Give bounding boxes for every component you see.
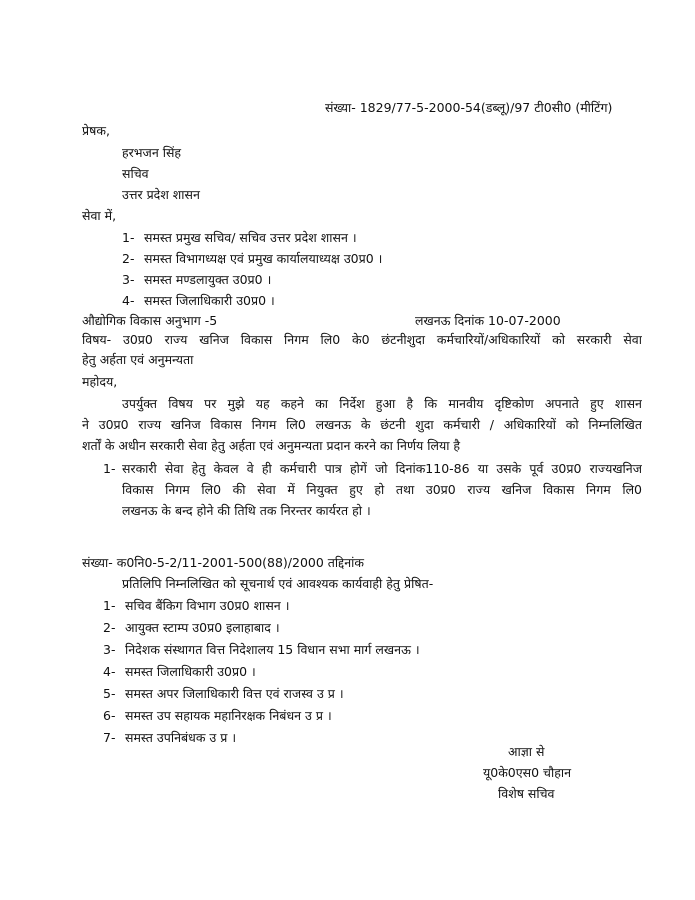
body-line: उपर्युक्त विषय पर मुझे यह कहने का निर्देश हुआ है कि मानवीय दृष्टिकोण अपनाते हुए शासन xyxy=(122,396,642,411)
copy-number: 4- xyxy=(103,664,116,679)
salutation: महोदय, xyxy=(82,374,118,389)
copy-number: 2- xyxy=(103,620,116,635)
copy-reference: संख्या- क0नि0-5-2/11-2001-500(88)/2000 तद्दिनांक xyxy=(82,555,364,570)
condition-line: सरकारी सेवा हेतु केवल वे ही कर्मचारी पात्र होगें जो दिनांक110-86 या उसके पूर्व उ0प्र0 राज्यखनिज xyxy=(122,461,642,476)
copy-intro: प्रतिलिपि निम्नलिखित को सूचनार्थ एवं आवश्यक कार्यवाही हेतु प्रेषित- xyxy=(122,576,434,591)
copy-list-item xyxy=(103,620,280,636)
copy-list-item xyxy=(103,708,332,724)
recipient-item xyxy=(122,293,275,309)
recipient-number: 3- xyxy=(122,272,135,287)
copy-number: 7- xyxy=(103,730,116,745)
recipient-text: समस्त मण्डलायुक्त उ0प्र0 । xyxy=(144,272,272,287)
subject-line: हेतु अर्हता एवं अनुमन्यता xyxy=(82,352,194,367)
sender-office: उत्तर प्रदेश शासन xyxy=(122,187,200,202)
recipient-item xyxy=(122,272,271,288)
signature-by-order: आज्ञा से xyxy=(508,744,545,759)
signature-name: यू0के0एस0 चौहान xyxy=(483,765,572,780)
recipient-text: समस्त विभागध्यक्ष एवं प्रमुख कार्यालयाध्यक्ष उ0प्र0 । xyxy=(144,251,383,266)
recipient-item xyxy=(122,251,382,267)
section-name: औद्योगिक विकास अनुभाग -5 xyxy=(82,313,218,328)
place-date: लखनऊ दिनांक 10-07-2000 xyxy=(415,313,561,328)
copy-number: 3- xyxy=(103,642,116,657)
reference-number: संख्या- 1829/77-5-2000-54(डब्लू)/97 टी0सी0 (मीटिंग) xyxy=(325,100,613,115)
copy-text: समस्त उपनिबंधक उ प्र । xyxy=(125,730,237,745)
copy-text: सचिव बैंकिग विभाग उ0प्र0 शासन । xyxy=(125,598,290,613)
subject-line: विषय- उ0प्र0 राज्य खनिज विकास निगम लि0 के0 छंटनीशुदा कर्मचारियों/अधिकारियों को सरकारी सेवा xyxy=(82,332,642,347)
to-label: सेवा में, xyxy=(82,208,117,223)
copy-number: 1- xyxy=(103,598,116,613)
copy-text: निदेशक संस्थागत वित्त निदेशालय 15 विधान सभा मार्ग लखनऊ । xyxy=(125,642,420,657)
copy-list-item xyxy=(103,598,289,614)
copy-list-item xyxy=(103,686,344,702)
copy-text: समस्त अपर जिलाधिकारी वित्त एवं राजस्व उ प्र । xyxy=(125,686,344,701)
copy-text: आयुक्त स्टाम्प उ0प्र0 इलाहाबाद । xyxy=(125,620,280,635)
signature-designation: विशेष सचिव xyxy=(498,786,555,801)
body-line: शर्तों के अधीन सरकारी सेवा हेतु अर्हता एवं अनुमन्यता प्रदान करने का निर्णय लिया है xyxy=(82,438,461,453)
recipient-text: समस्त प्रमुख सचिव/ सचिव उत्तर प्रदेश शासन । xyxy=(144,230,357,245)
recipient-number: 4- xyxy=(122,293,135,308)
body-line: ने उ0प्र0 राज्य खनिज विकास निगम लि0 लखनऊ के छंटनी शुदा कर्मचारी / अधिकारियों को निम्नलिखित xyxy=(82,417,642,432)
copy-number: 5- xyxy=(103,686,116,701)
condition-line: लखनऊ के बन्द होने की तिथि तक निरन्तर कार्यरत हो । xyxy=(122,503,371,518)
recipient-number: 2- xyxy=(122,251,135,266)
recipient-text: समस्त जिलाधिकारी उ0प्र0 । xyxy=(144,293,275,308)
recipient-item xyxy=(122,230,357,246)
copy-text: समस्त उप सहायक महानिरक्षक निबंधन उ प्र । xyxy=(125,708,332,723)
recipient-number: 1- xyxy=(122,230,135,245)
copy-list-item xyxy=(103,664,256,680)
copy-number: 6- xyxy=(103,708,116,723)
copy-list-item xyxy=(103,642,420,658)
sender-name: हरभजन सिंह xyxy=(122,145,182,160)
condition-number: 1- xyxy=(103,461,116,476)
copy-text: समस्त जिलाधिकारी उ0प्र0 । xyxy=(125,664,256,679)
sender-designation: सचिव xyxy=(122,166,149,181)
condition-line: विकास निगम लि0 की सेवा में नियुक्त हुए हो तथा उ0प्र0 राज्य खनिज विकास निगम लि0 xyxy=(122,482,642,497)
from-label: प्रेषक, xyxy=(82,123,110,138)
copy-list-item xyxy=(103,730,236,746)
